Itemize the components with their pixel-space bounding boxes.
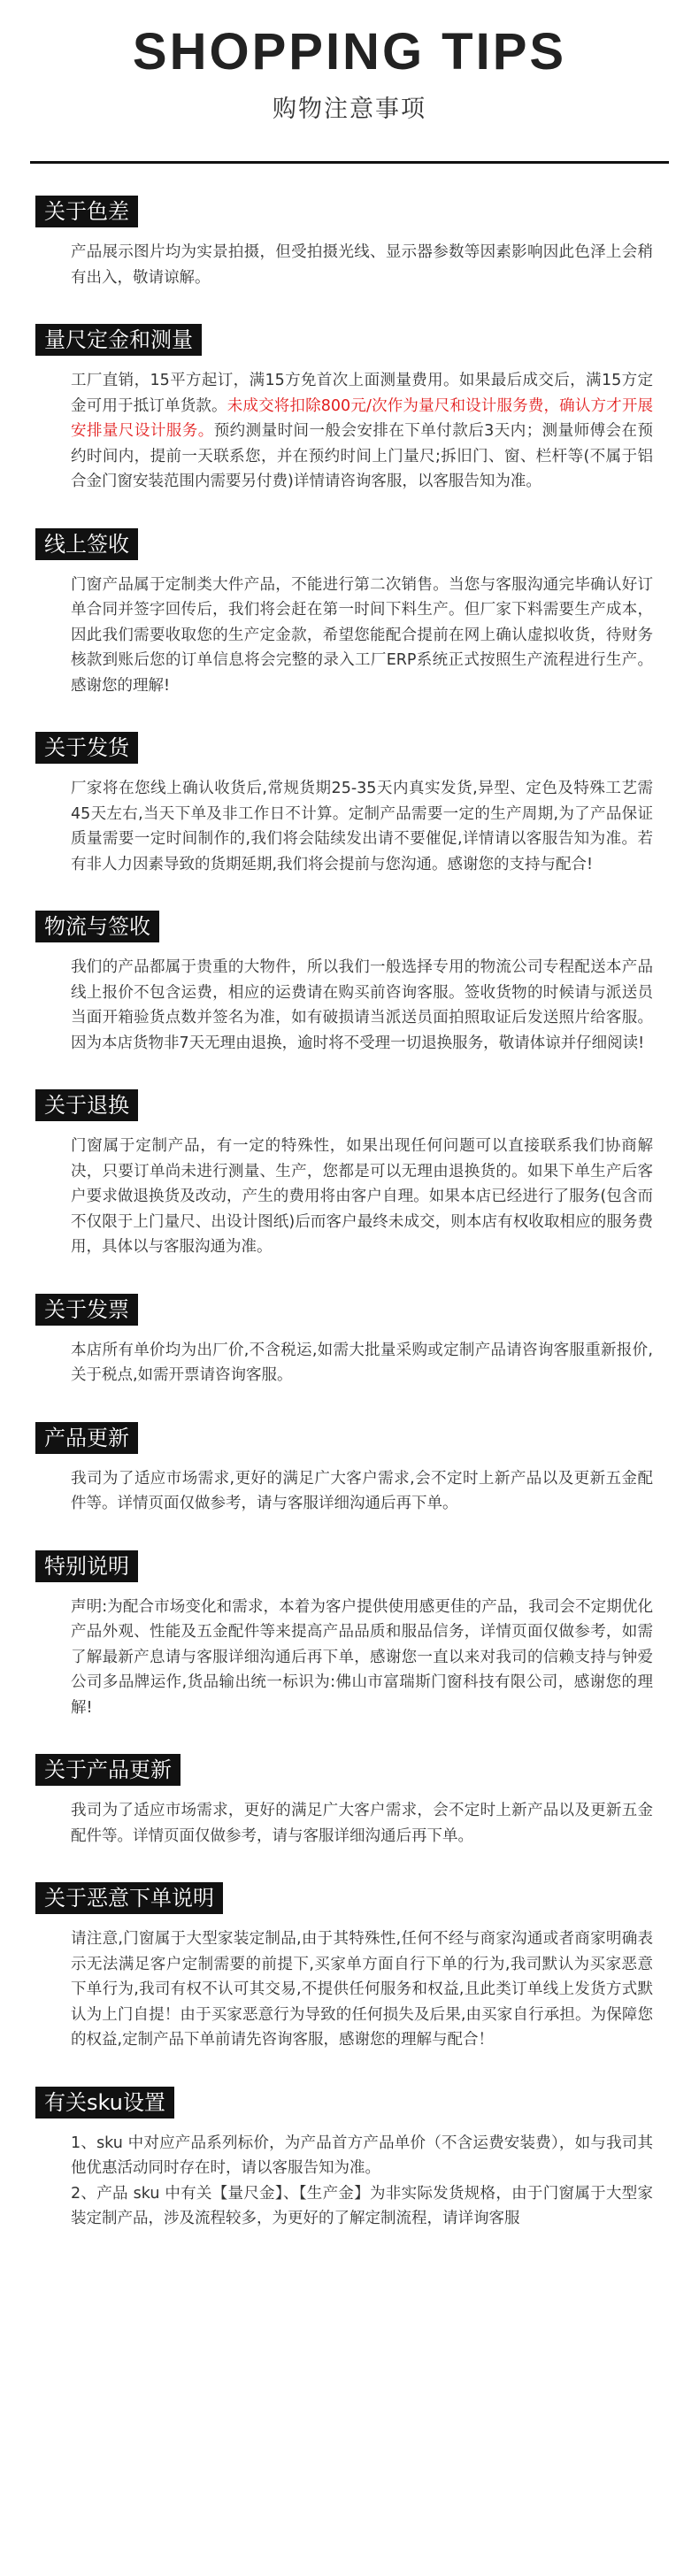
section-title: 量尺定金和测量 (35, 324, 202, 356)
section-text (71, 368, 653, 495)
section-text: 门窗产品属于定制类大件产品，不能进行第二次销售。当您与客服沟通完毕确认好订单合同并签字回传后，我们将会赶在第一时间下料生产。但厂家下料需要生产成本，因此我们需要收取您的生产定金款，希望您能配合提前在网上确认虚拟收货，待财务核款到账后您的订单信息将会完整的录入工厂ERP系统正式按照生产流程进行生产。感谢您的理解! (71, 575, 653, 695)
section-online-receipt (0, 528, 699, 699)
section-malicious-order (0, 1882, 699, 2053)
divider (30, 161, 669, 164)
section-about-product-update (0, 1754, 699, 1849)
page-title: SHOPPING TIPS (132, 23, 567, 81)
section-title: 关于退换 (35, 1089, 138, 1121)
sku-line: 2、产品 sku 中有关【量尺金】、【生产金】为非实际发货规格，由于门窗属于大型家装定制产品，涉及流程较多，为更好的了解定制流程，请详询客服 (71, 2184, 653, 2227)
section-title: 线上签收 (35, 528, 138, 560)
section-invoice (0, 1294, 699, 1388)
section-text-part: 预约测量时间一般会安排在下单付款后3天内；测量师傅会在预约时间内，提前一天联系您，并在预约时间上门量尺;拆旧门、窗、栏杆等(不属于铝合金门窗安装范围内需要另付费)详情请咨询客服，以客服告知为准。 (71, 422, 653, 490)
section-title: 关于产品更新 (35, 1754, 181, 1786)
section-product-update (0, 1422, 699, 1517)
section-title: 关于发票 (35, 1294, 138, 1326)
section-title: 关于发货 (35, 732, 138, 764)
section-sku-settings (0, 2087, 699, 2232)
section-measurement-deposit (0, 324, 699, 495)
section-text: 产品展示图片均为实景拍摄，但受拍摄光线、显示器参数等因素影响因此色泽上会稍有出入，敬请谅解。 (71, 243, 653, 287)
section-title: 关于色差 (35, 196, 138, 227)
sku-line: 1、sku 中对应产品系列标价，为产品首方产品单价（不含运费安装费），如与我司其他优惠活动同时存在时，请以客服告知为准。 (71, 2134, 653, 2177)
page-header (0, 0, 699, 126)
section-special-notice (0, 1550, 699, 1721)
section-shipping (0, 732, 699, 877)
section-text: 我司为了适应市场需求，更好的满足广大客户需求，会不定时上新产品以及更新五金配件等。详情页面仅做参考，请与客服详细沟通后再下单。 (71, 1802, 653, 1845)
section-title: 特别说明 (35, 1550, 138, 1582)
section-text: 我们的产品都属于贵重的大物件，所以我们一般选择专用的物流公司专程配送本产品线上报价不包含运费，相应的运费请在购买前咨询客服。签收货物的时候请与派送员当面开箱验货点数并签名为准，如有破损请当派送员面拍照取证后发送照片给客服。因为本店货物非7天无理由退换，逾时将不受理一切退换服务，敬请体谅并仔细阅读! (71, 958, 653, 1052)
tips-sections (0, 196, 699, 2232)
section-color-difference (0, 196, 699, 290)
highlight-text: 未成交将扣除800元/次作为量尺和设计服务费，确认方才开展安排量尺设计服务。 (71, 396, 654, 440)
section-title: 产品更新 (35, 1422, 138, 1454)
section-text: 请注意,门窗属于大型家装定制品,由于其特殊性,任何不经与商家沟通或者商家明确表示无法满足客户定制需要的前提下,买家单方面自行下单的行为,我司默认为买家恶意下单行为,我司有权不认可其交易,不提供任何服务和权益,且此类订单线上发货方式默认为上门自提！由于买家恶意行为导致的任何损失及后果,由买家自行承担。为保障您的权益,定制产品下单前请先咨询客服，感谢您的理解与配合！ (71, 1930, 653, 2049)
section-text-part: 工厂直销，15平方起订，满15方免首次上面测量费用。如果最后成交后，满15方定金可用于抵订单货款。 (71, 372, 653, 415)
section-returns (0, 1089, 699, 1260)
section-text (71, 2131, 653, 2232)
section-text: 声明:为配合市场变化和需求，本着为客户提供使用感更佳的产品，我司会不定期优化产品外观、性能及五金配件等来提高产品品质和服品信务，详情页面仅做参考，如需了解最新产息请与客服详细沟通后再下单，感谢您一直以来对我司的信赖支持与钟爱公司多品牌运作,货品输出统一标识为:佛山市富瑞斯门窗科技有限公司，感谢您的理解! (71, 1597, 653, 1717)
section-logistics (0, 911, 699, 1056)
section-text: 本店所有单价均为出厂价,不含税运,如需大批量采购或定制产品请咨询客服重新报价,关于税点,如需开票请咨询客服。 (71, 1341, 653, 1384)
section-title: 物流与签收 (35, 911, 159, 942)
section-text: 门窗属于定制产品，有一定的特殊性，如果出现任何问题可以直接联系我们协商解决，只要订单尚未进行测量、生产，您都是可以无理由退换货的。如果下单生产后客户要求做退换货及改动，产生的费用将由客户自理。如果本店已经进行了服务(包含而不仅限于上门量尺、出设计图纸)后而客户最终未成交，则本店有权收取相应的服务费用，具体以与客服沟通为准。 (71, 1137, 653, 1256)
section-text: 厂家将在您线上确认收货后,常规货期25-35天内真实发货,异型、定色及特殊工艺需45天左右,当天下单及非工作日不计算。定制产品需要一定的生产周期,为了产品保证质量需要一定时间制作的,我们将会陆续发出请不要催促,详情请以客服告知为准。若有非人力因素导致的货期延期,我们将会提前与您沟通。感谢您的支持与配合! (71, 780, 653, 873)
section-text: 我司为了适应市场需求,更好的满足广大客户需求,会不定时上新产品以及更新五金配件等。详情页面仅做参考，请与客服详细沟通后再下单。 (71, 1469, 653, 1512)
page-subtitle: 购物注意事项 (273, 96, 426, 123)
section-title: 关于恶意下单说明 (35, 1882, 223, 1914)
section-title: 有关sku设置 (35, 2087, 174, 2118)
